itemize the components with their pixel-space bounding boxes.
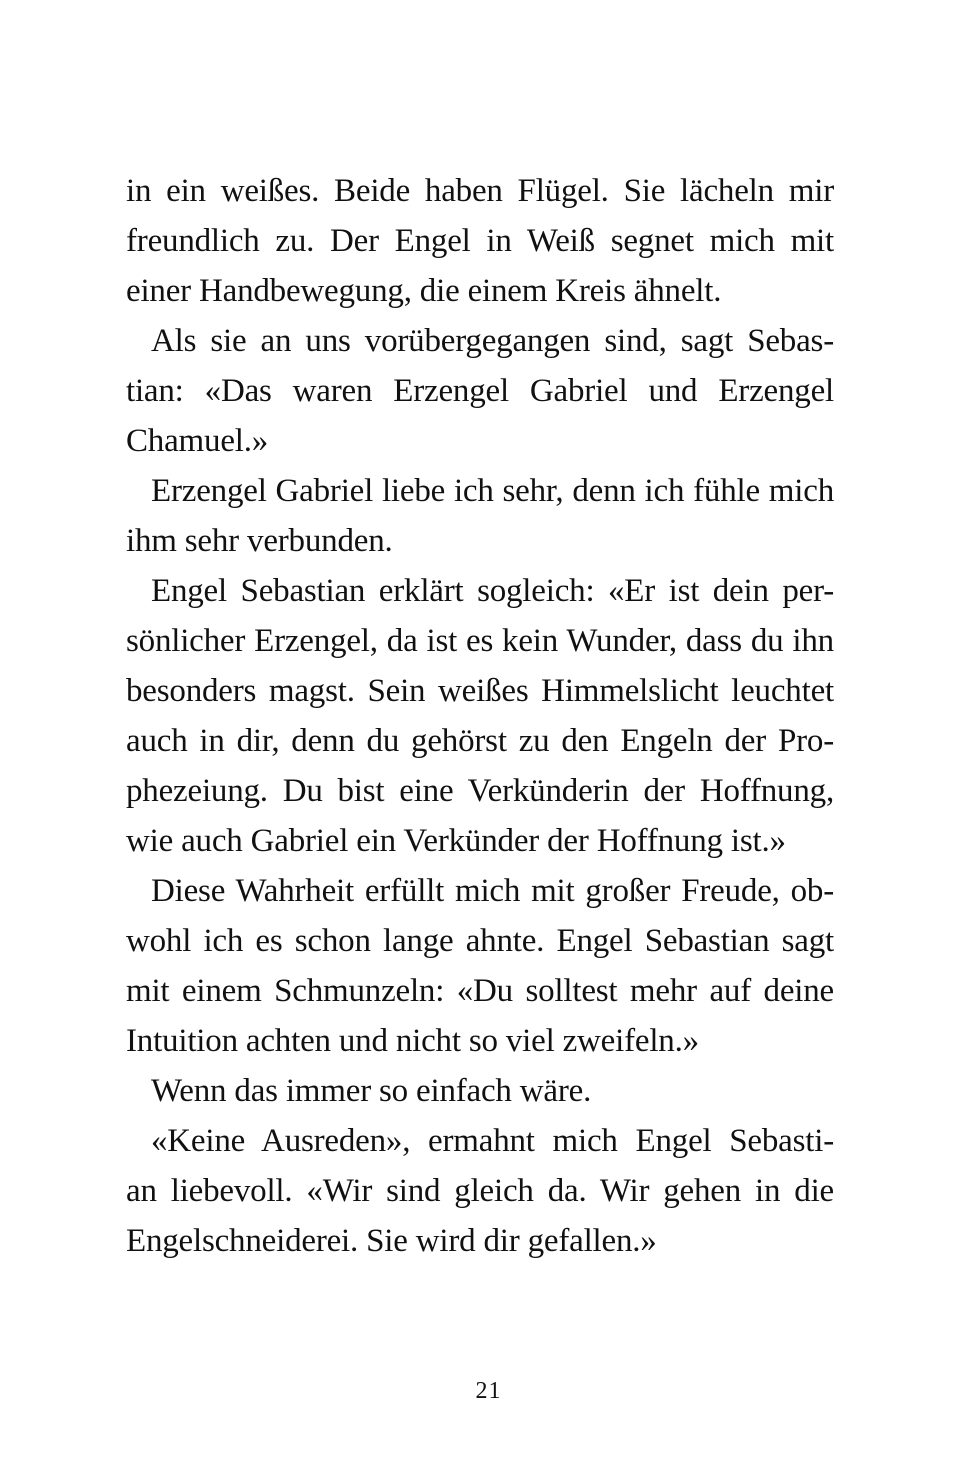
text-line: Intuition achten und nicht so viel zweifeln.» [126,1023,699,1059]
text-line: an liebevoll. «Wir sind gleich da. Wir gehen in die [126,1173,834,1209]
text-line: wohl ich es schon lange ahnte. Engel Sebastian sagt [126,923,834,959]
paragraph [126,1066,834,1116]
text-line: Diese Wahrheit erfüllt mich mit großer Freude, ob- [151,873,834,909]
text-line: sönlicher Erzengel, da ist es kein Wunder, dass du ihn [126,623,834,659]
text-line: ihm sehr verbunden. [126,523,393,559]
text-line: Engelschneiderei. Sie wird dir gefallen.» [126,1223,657,1259]
text-line: freundlich zu. Der Engel in Weiß segnet mich mit [126,223,834,259]
text-line: «Keine Ausreden», ermahnt mich Engel Sebasti- [151,1123,834,1159]
paragraph [126,566,834,866]
paragraph [126,866,834,1066]
text-line: Erzengel Gabriel liebe ich sehr, denn ich fühle mich [151,473,834,509]
text-line: tian: «Das waren Erzengel Gabriel und Erzengel [126,373,834,409]
text-line: Chamuel.» [126,423,269,459]
text-line: auch in dir, denn du gehörst zu den Engeln der Pro- [126,723,834,759]
text-line: wie auch Gabriel ein Verkünder der Hoffnung ist.» [126,823,786,859]
text-line: mit einem Schmunzeln: «Du solltest mehr auf deine [126,973,834,1009]
text-line: einer Handbewegung, die einem Kreis ähnelt. [126,273,722,309]
paragraph [126,166,834,316]
text-line: Wenn das immer so einfach wäre. [151,1073,592,1109]
paragraph [126,1116,834,1266]
text-line: phezeiung. Du bist eine Verkünderin der Hoffnung, [126,773,834,809]
page-number: 21 [475,1378,502,1404]
text-line: Als sie an uns vorübergegangen sind, sagt Sebas- [151,323,834,359]
paragraph [126,466,834,566]
text-line: besonders magst. Sein weißes Himmelslicht leuchtet [126,673,834,709]
body-text [126,166,834,1266]
text-line: Engel Sebastian erklärt sogleich: «Er ist dein per- [151,573,834,609]
text-line: in ein weißes. Beide haben Flügel. Sie lächeln mir [126,173,834,209]
paragraph [126,316,834,466]
